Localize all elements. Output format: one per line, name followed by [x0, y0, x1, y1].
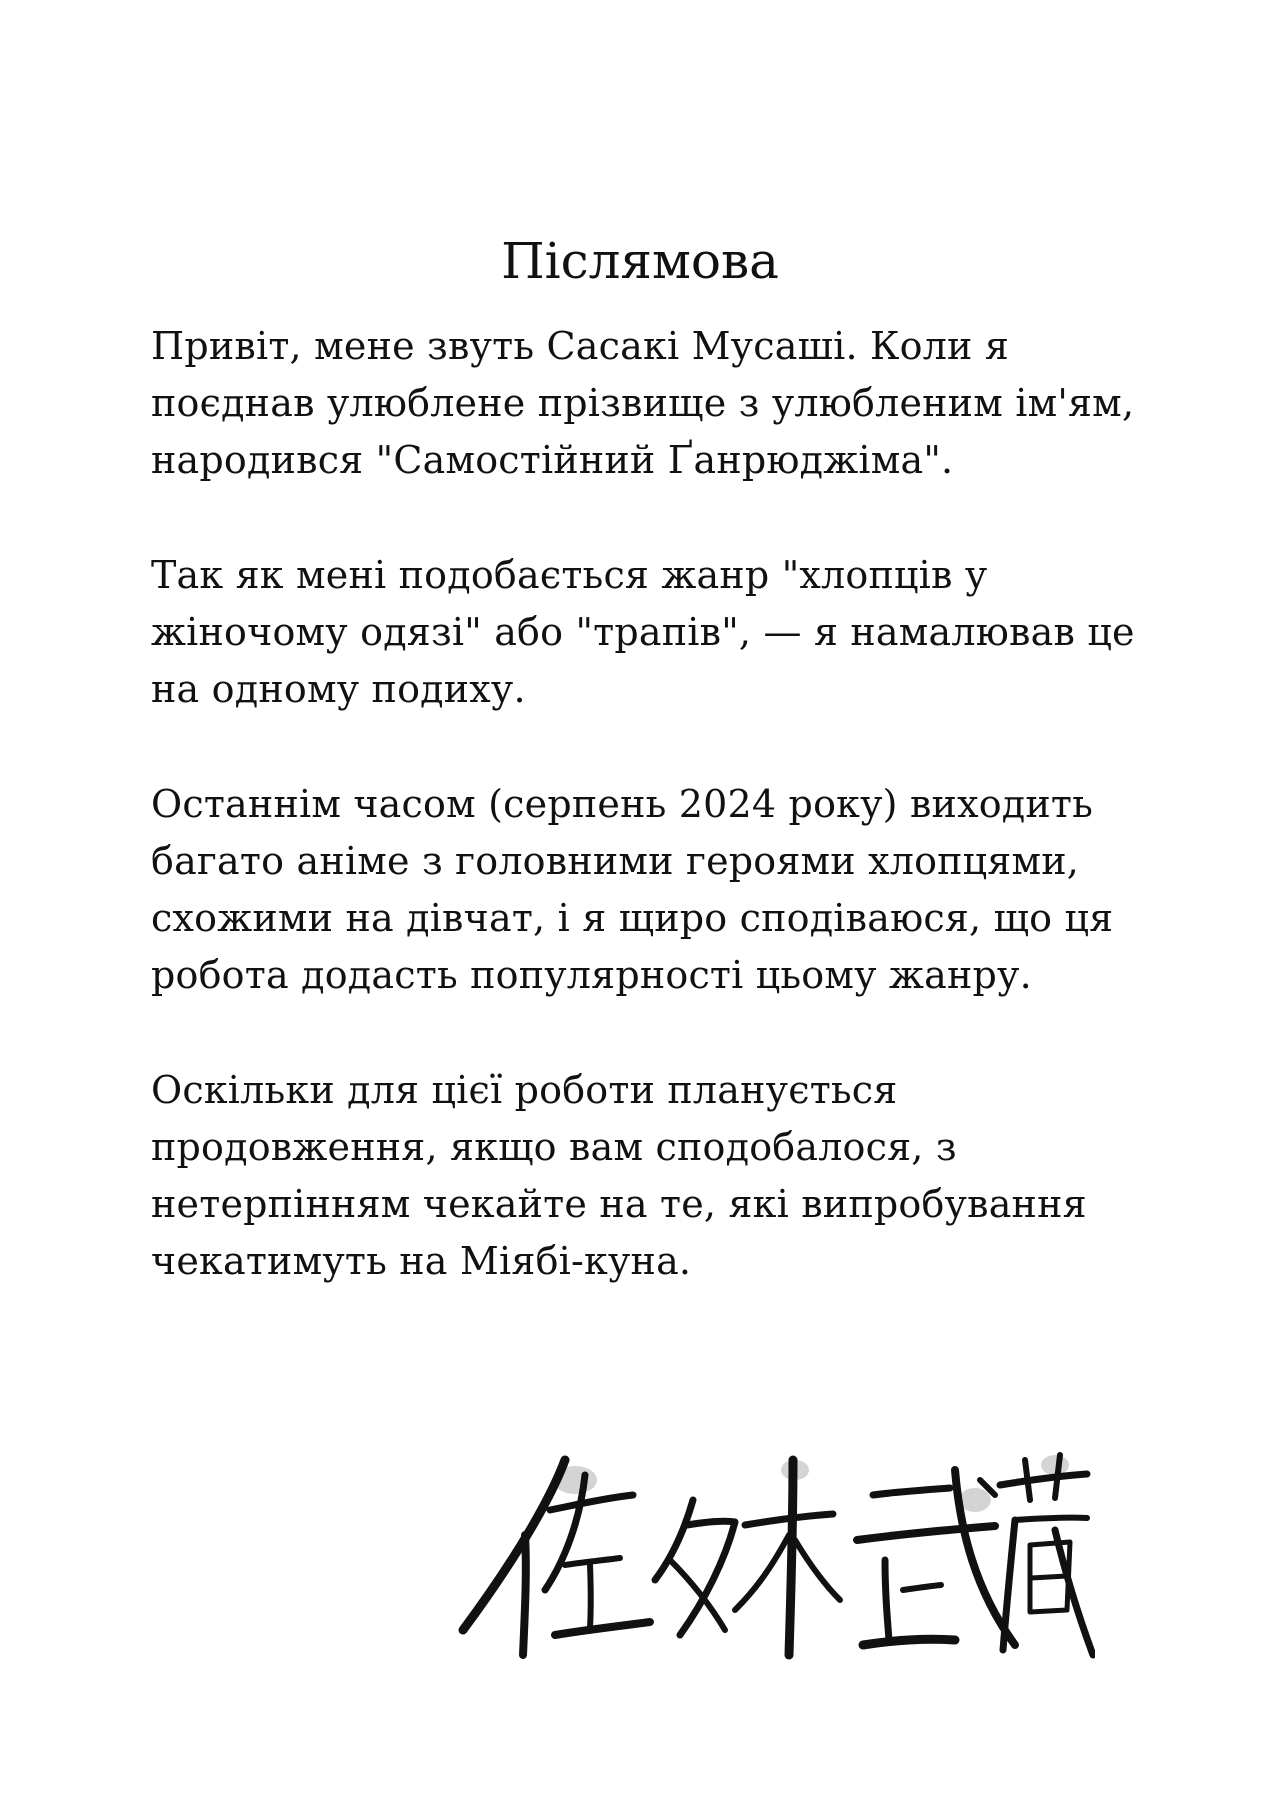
author-signature: [455, 1440, 1095, 1680]
paragraph-intro: Привіт, мене звуть Сасакі Мусаші. Коли я поєднав улюблене прізвище з улюбленим ім'ям, народився "Самостійний Ґанрюджіма".: [151, 324, 1135, 482]
calligraphy-signature-icon: [455, 1440, 1095, 1680]
afterword-body: [151, 318, 1161, 1348]
paragraph-sequel: Оскільки для цієї роботи планується продовження, якщо вам сподобалося, з нетерпінням чекайте на те, які випробування чекатимуть на Міябі-куна.: [151, 1068, 1087, 1283]
page-title: Післямова: [501, 232, 779, 290]
paragraph-genre: Так як мені подобається жанр "хлопців у жіночому одязі" або "трапів", — я намалював це на одному подиху.: [151, 553, 1135, 711]
paragraph-anime: Останнім часом (серпень 2024 року) виходить багато аніме з головними героями хлопцями, схожими на дівчат, і я щиро сподіваюся, що ця робота додасть популярності цьому жанру.: [151, 782, 1114, 997]
